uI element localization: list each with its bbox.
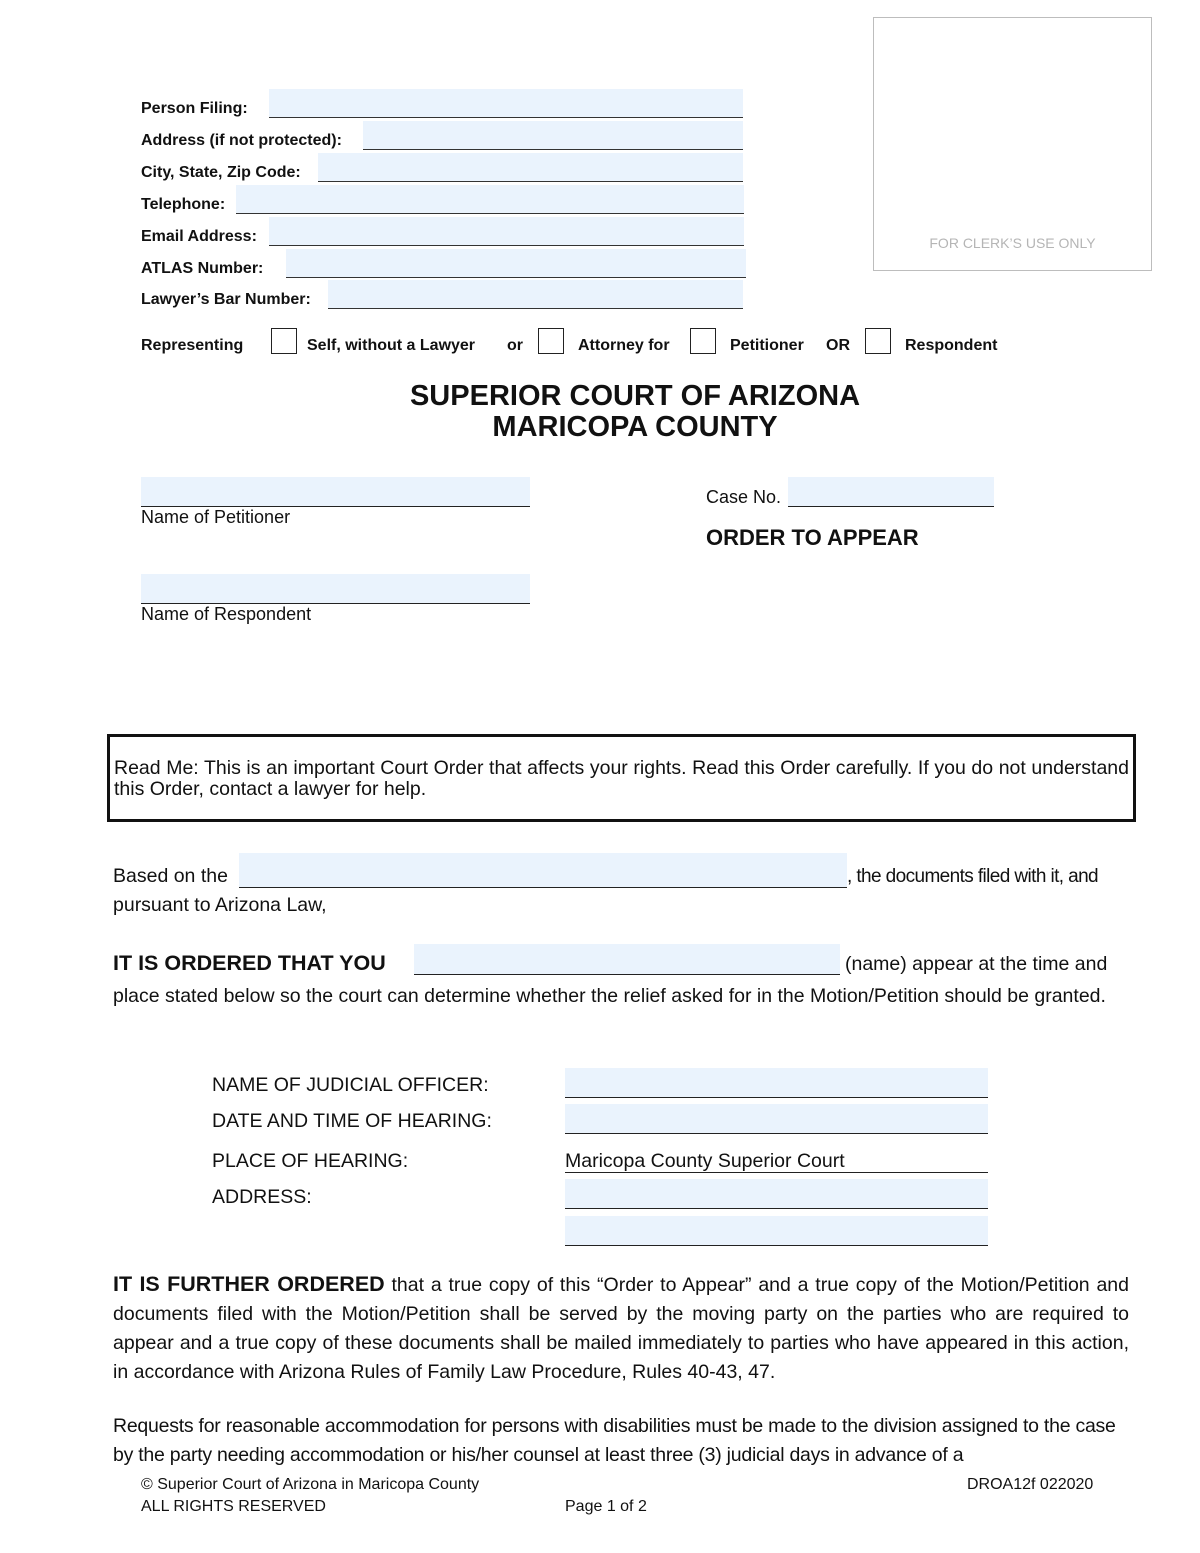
atlas-number-label: ATLAS Number: xyxy=(141,260,264,277)
city-state-zip-label: City, State, Zip Code: xyxy=(141,164,301,181)
readme-box xyxy=(107,734,1136,822)
telephone-label: Telephone: xyxy=(141,196,226,213)
readme-text: Read Me: This is an important Court Order that affects your rights. Read this Order carefully. If you do not understand this Order, contact a lawyer for help. xyxy=(114,757,1129,800)
petitioner-name-field[interactable] xyxy=(141,477,530,507)
based-on-line2: pursuant to Arizona Law, xyxy=(113,894,327,916)
court-name: SUPERIOR COURT OF ARIZONA xyxy=(409,380,861,412)
appearing-party-name-field[interactable] xyxy=(414,944,840,975)
respondent-checkbox[interactable] xyxy=(865,328,891,354)
respondent-name-label: Name of Respondent xyxy=(141,604,312,624)
petitioner-name-label: Name of Petitioner xyxy=(141,507,291,527)
county-name: MARICOPA COUNTY xyxy=(492,411,778,443)
based-on-suffix: , the documents filed with it, and xyxy=(847,866,1099,887)
email-field[interactable] xyxy=(269,217,744,246)
or-label: or xyxy=(507,337,523,354)
hearing-address-field-2[interactable] xyxy=(565,1216,988,1246)
judicial-officer-field[interactable] xyxy=(565,1068,988,1098)
hearing-address-field-1[interactable] xyxy=(565,1179,988,1209)
petitioner-label: Petitioner xyxy=(730,337,804,354)
self-checkbox[interactable] xyxy=(271,328,297,354)
accommodation-text: Requests for reasonable accommodation for persons with disabilities must be made to the division assigned to the case by the party needing accommodation or his/her counsel at least three (3) judicial days in advance of a xyxy=(113,1415,1116,1466)
or-uppercase-label: OR xyxy=(826,337,850,354)
telephone-field[interactable] xyxy=(236,185,744,214)
email-label: Email Address: xyxy=(141,228,257,245)
hearing-place-value: Maricopa County Superior Court xyxy=(565,1150,988,1173)
footer-page-number: Page 1 of 2 xyxy=(565,1498,647,1515)
clerk-use-box xyxy=(873,17,1152,271)
ordered-text: place stated below so the court can determine whether the relief asked for in the Motion/Petition should be granted. xyxy=(113,985,1106,1007)
case-number-label: Case No. xyxy=(706,487,782,507)
hearing-date-time-field[interactable] xyxy=(565,1104,988,1134)
respondent-name-field[interactable] xyxy=(141,574,530,604)
motion-title-field[interactable] xyxy=(239,853,847,888)
bar-number-label: Lawyer’s Bar Number: xyxy=(141,291,311,308)
hearing-address-label: ADDRESS: xyxy=(212,1186,312,1208)
atlas-number-field[interactable] xyxy=(286,249,746,278)
footer-copyright: © Superior Court of Arizona in Maricopa County xyxy=(141,1476,480,1493)
self-label: Self, without a Lawyer xyxy=(307,337,476,354)
respondent-label: Respondent xyxy=(905,337,998,354)
address-label: Address (if not protected): xyxy=(141,132,342,149)
ordered-heading: IT IS ORDERED THAT YOU xyxy=(113,951,386,975)
attorney-checkbox[interactable] xyxy=(538,328,564,354)
further-ordered-heading: IT IS FURTHER ORDERED xyxy=(113,1272,385,1296)
case-number-field[interactable] xyxy=(788,477,994,507)
hearing-date-time-label: DATE AND TIME OF HEARING: xyxy=(212,1110,492,1132)
person-filing-label: Person Filing: xyxy=(141,100,248,117)
order-title: ORDER TO APPEAR xyxy=(706,525,919,550)
petitioner-checkbox[interactable] xyxy=(690,328,716,354)
city-state-zip-field[interactable] xyxy=(318,153,743,182)
further-ordered-text: that a true copy of this “Order to Appear” and a true copy of the Motion/Petition and documents filed with the Motion/Petition shall be served by the moving party on the parties who are required to appear and a true copy of these documents shall be mailed immediately to parties who have appeared in this action, in accordance with Arizona Rules of Family Law Procedure, Rules 40-43, 47. xyxy=(113,1274,1129,1383)
address-field[interactable] xyxy=(363,121,743,150)
ordered-name-suffix: (name) appear at the time and xyxy=(845,953,1108,975)
person-filing-field[interactable] xyxy=(269,89,743,118)
judicial-officer-label: NAME OF JUDICIAL OFFICER: xyxy=(212,1074,489,1096)
clerk-use-text: FOR CLERK’S USE ONLY xyxy=(929,235,1096,251)
footer-rights: ALL RIGHTS RESERVED xyxy=(141,1498,326,1515)
hearing-place-label: PLACE OF HEARING: xyxy=(212,1150,409,1172)
further-ordered-paragraph xyxy=(113,1270,1129,1387)
footer-form-code: DROA12f 022020 xyxy=(967,1476,1094,1493)
bar-number-field[interactable] xyxy=(328,280,743,309)
representing-label: Representing xyxy=(141,337,244,354)
attorney-label: Attorney for xyxy=(578,337,670,354)
based-on-prefix: Based on the xyxy=(113,865,228,887)
